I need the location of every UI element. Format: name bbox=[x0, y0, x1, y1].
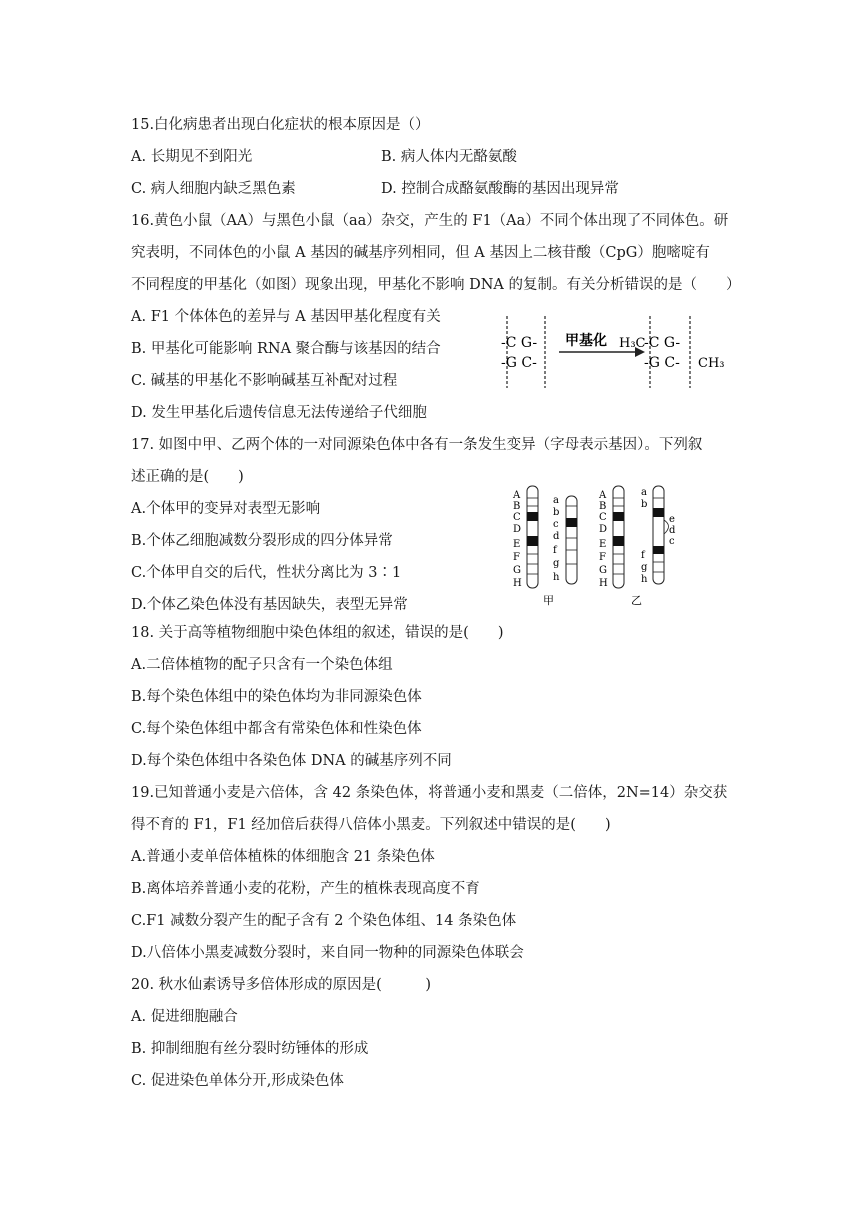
q19-option-b: B.离体培养普通小麦的花粉，产生的植株表现高度不育 bbox=[131, 881, 480, 897]
q17-stem-line1: 17. 如图中甲、乙两个体的一对同源染色体中各有一条发生变异（字母表示基因）。下列叙 bbox=[131, 437, 703, 453]
q20-stem: 20. 秋水仙素诱导多倍体形成的原因是( ) bbox=[131, 977, 431, 993]
left-bottom-pair: -G C- bbox=[501, 355, 537, 371]
yi-right-chromosome bbox=[653, 486, 669, 584]
q16-stem-line2: 究表明，不同体色的小鼠 A 基因的碱基序列相同，但 A 基因上二核苷酸（CpG）胞嘧啶有 bbox=[131, 245, 710, 261]
gene-label: A bbox=[513, 490, 521, 501]
q18-option-b: B.每个染色体组中的染色体均为非同源染色体 bbox=[131, 689, 422, 705]
gene-label: F bbox=[513, 552, 520, 563]
right-bottom-pair: -G C- bbox=[644, 355, 680, 371]
q18-option-c: C.每个染色体组中都含有常染色体和性染色体 bbox=[131, 721, 422, 737]
methyl-right-label: CH₃ bbox=[698, 356, 725, 371]
gene-label: H bbox=[513, 578, 522, 589]
methylation-diagram bbox=[495, 312, 740, 392]
q17-stem-line2: 述正确的是( ) bbox=[131, 469, 244, 485]
gene-label: g bbox=[553, 558, 560, 569]
chromosome-diagram bbox=[505, 484, 690, 608]
gene-label: h bbox=[553, 572, 560, 583]
q19-stem-line2: 得不育的 F1，F1 经加倍后获得八倍体小黑麦。下列叙述中错误的是( ) bbox=[131, 817, 611, 833]
q15-option-a: A. 长期见不到阳光 bbox=[131, 149, 253, 165]
gene-label: a bbox=[553, 495, 559, 506]
q16-stem-line3: 不同程度的甲基化（如图）现象出现，甲基化不影响 DNA 的复制。有关分析错误的是（ ） bbox=[131, 277, 741, 293]
q17-option-b: B.个体乙细胞减数分裂形成的四分体异常 bbox=[131, 533, 393, 549]
gene-label: c bbox=[553, 519, 559, 530]
gene-label: h bbox=[641, 574, 648, 585]
gene-label: B bbox=[599, 501, 607, 512]
q16-stem-line1: 16.黄色小鼠（AA）与黑色小鼠（aa）杂交，产生的 F1（Aa）不同个体出现了不同体色。研 bbox=[131, 213, 729, 229]
q18-stem: 18. 关于高等植物细胞中染色体组的叙述，错误的是( ) bbox=[131, 625, 504, 641]
q20-option-c: C. 促进染色单体分开,形成染色体 bbox=[131, 1073, 344, 1089]
gene-label: b bbox=[641, 499, 648, 510]
jia-left-gene-labels bbox=[512, 490, 522, 589]
yi-left-gene-labels bbox=[598, 490, 608, 589]
gene-label: f bbox=[553, 545, 557, 556]
gene-label: C bbox=[599, 512, 607, 523]
q18-option-a: A.二倍体植物的配子只含有一个染色体组 bbox=[131, 657, 393, 673]
gene-label: F bbox=[599, 552, 606, 563]
q15-option-b: B. 病人体内无酪氨酸 bbox=[381, 149, 517, 165]
gene-label: d bbox=[553, 531, 560, 542]
jia-left-chromosome bbox=[527, 486, 538, 588]
q19-stem-line1: 19.已知普通小麦是六倍体，含 42 条染色体，将普通小麦和黑麦（二倍体，2N=14）杂交获 bbox=[131, 785, 728, 801]
q16-option-c: C. 碱基的甲基化不影响碱基互补配对过程 bbox=[131, 373, 398, 389]
label-yi: 乙 bbox=[631, 594, 642, 607]
gene-label: D bbox=[513, 524, 522, 535]
q16-option-b: B. 甲基化可能影响 RNA 聚合酶与该基因的结合 bbox=[131, 341, 441, 357]
gene-label: G bbox=[513, 565, 521, 576]
q15-option-d: D. 控制合成酪氨酸酶的基因出现异常 bbox=[381, 181, 619, 197]
q17-option-d: D.个体乙染色体没有基因缺失，表型无异常 bbox=[131, 597, 408, 613]
gene-label: G bbox=[599, 565, 607, 576]
q17-option-c: C.个体甲自交的后代，性状分离比为 3∶1 bbox=[131, 565, 402, 581]
q19-option-d: D.八倍体小黑麦减数分裂时，来自同一物种的同源染色体联会 bbox=[131, 945, 524, 961]
q15-option-c: C. 病人细胞内缺乏黑色素 bbox=[131, 181, 296, 197]
q16-option-a: A. F1 个体体色的差异与 A 基因甲基化程度有关 bbox=[131, 309, 441, 325]
arrow-label: 甲基化 bbox=[565, 333, 607, 349]
gene-label: f bbox=[641, 550, 645, 561]
q15-stem: 15.白化病患者出现白化症状的根本原因是（） bbox=[131, 117, 430, 133]
label-jia: 甲 bbox=[543, 594, 554, 607]
jia-right-gene-labels bbox=[553, 495, 560, 583]
q19-option-c: C.F1 减数分裂产生的配子含有 2 个染色体组、14 条染色体 bbox=[131, 913, 517, 929]
gene-label: e bbox=[669, 514, 675, 525]
q18-option-d: D.每个染色体组中各染色体 DNA 的碱基序列不同 bbox=[131, 753, 452, 769]
gene-label: E bbox=[599, 539, 607, 550]
gene-label: g bbox=[641, 562, 648, 573]
gene-label: b bbox=[553, 507, 560, 518]
methyl-left-label: H₃C bbox=[619, 336, 646, 351]
gene-label: E bbox=[513, 539, 521, 550]
right-top-pair: -C G- bbox=[644, 335, 681, 351]
gene-label: A bbox=[599, 490, 607, 501]
jia-right-chromosome bbox=[566, 496, 577, 584]
q20-option-a: A. 促进细胞融合 bbox=[131, 1009, 238, 1025]
q19-option-a: A.普通小麦单倍体植株的体细胞含 21 条染色体 bbox=[131, 849, 435, 865]
gene-label: a bbox=[641, 487, 647, 498]
gene-label: c bbox=[669, 536, 675, 547]
q20-option-b: B. 抑制细胞有丝分裂时纺锤体的形成 bbox=[131, 1041, 369, 1057]
gene-label: D bbox=[599, 524, 608, 535]
q16-option-d: D. 发生甲基化后遗传信息无法传递给子代细胞 bbox=[131, 405, 427, 421]
gene-label: B bbox=[513, 501, 521, 512]
gene-label: C bbox=[513, 512, 521, 523]
q17-option-a: A.个体甲的变异对表型无影响 bbox=[131, 501, 321, 517]
left-top-pair: -C G- bbox=[501, 335, 538, 351]
gene-label: d bbox=[669, 525, 676, 536]
gene-label: H bbox=[599, 578, 608, 589]
yi-left-chromosome bbox=[613, 486, 624, 588]
